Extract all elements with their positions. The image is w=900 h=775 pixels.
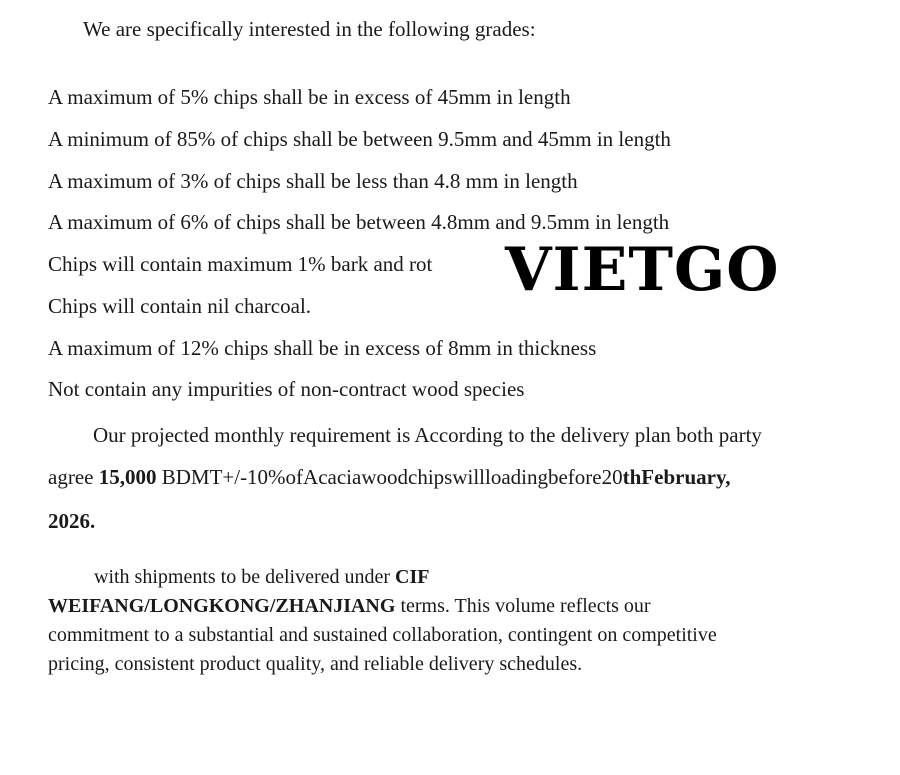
requirement-line-1: Our projected monthly requirement is According to the delivery plan both party xyxy=(93,423,762,447)
requirement-prefix: agree xyxy=(48,465,99,489)
grade-line: A maximum of 5% chips shall be in excess of 45mm in length xyxy=(48,85,571,109)
volume-value: 15,000 xyxy=(98,465,157,489)
shipment-line-3: commitment to a substantial and sustained collaboration, contingent on competitive xyxy=(48,624,717,646)
shipment-line-1 xyxy=(94,565,430,589)
requirement-line-3: 2026. xyxy=(48,509,96,533)
requirement-middle: BDMT+/-10%ofAcaciawoodchipswillloadingbefore20 xyxy=(156,465,623,489)
shipment-suffix: terms. This volume reflects our xyxy=(395,595,651,617)
ports: WEIFANG/LONGKONG/ZHANJIANG xyxy=(48,595,396,617)
deadline-text: thFebruary, xyxy=(622,465,731,489)
incoterm: CIF xyxy=(395,566,430,588)
grade-line: A maximum of 3% of chips shall be less than 4.8 mm in length xyxy=(48,169,578,193)
shipment-line-4: pricing, consistent product quality, and reliable delivery schedules. xyxy=(48,653,583,675)
intro-text: We are specifically interested in the following grades: xyxy=(83,17,536,41)
grade-line: A maximum of 6% of chips shall be between 4.8mm and 9.5mm in length xyxy=(48,210,670,234)
shipment-prefix: with shipments to be delivered under xyxy=(94,566,396,588)
grade-line: Chips will contain maximum 1% bark and rot xyxy=(48,252,433,276)
vietgo-watermark: VIETGO xyxy=(505,235,780,305)
requirement-line-2 xyxy=(48,465,731,489)
grade-line: Chips will contain nil charcoal. xyxy=(48,294,312,318)
grade-line: A minimum of 85% of chips shall be between 9.5mm and 45mm in length xyxy=(48,127,671,151)
shipment-line-2 xyxy=(48,594,651,618)
grade-line: Not contain any impurities of non-contract wood species xyxy=(48,377,525,401)
grade-line: A maximum of 12% chips shall be in excess of 8mm in thickness xyxy=(48,336,597,360)
